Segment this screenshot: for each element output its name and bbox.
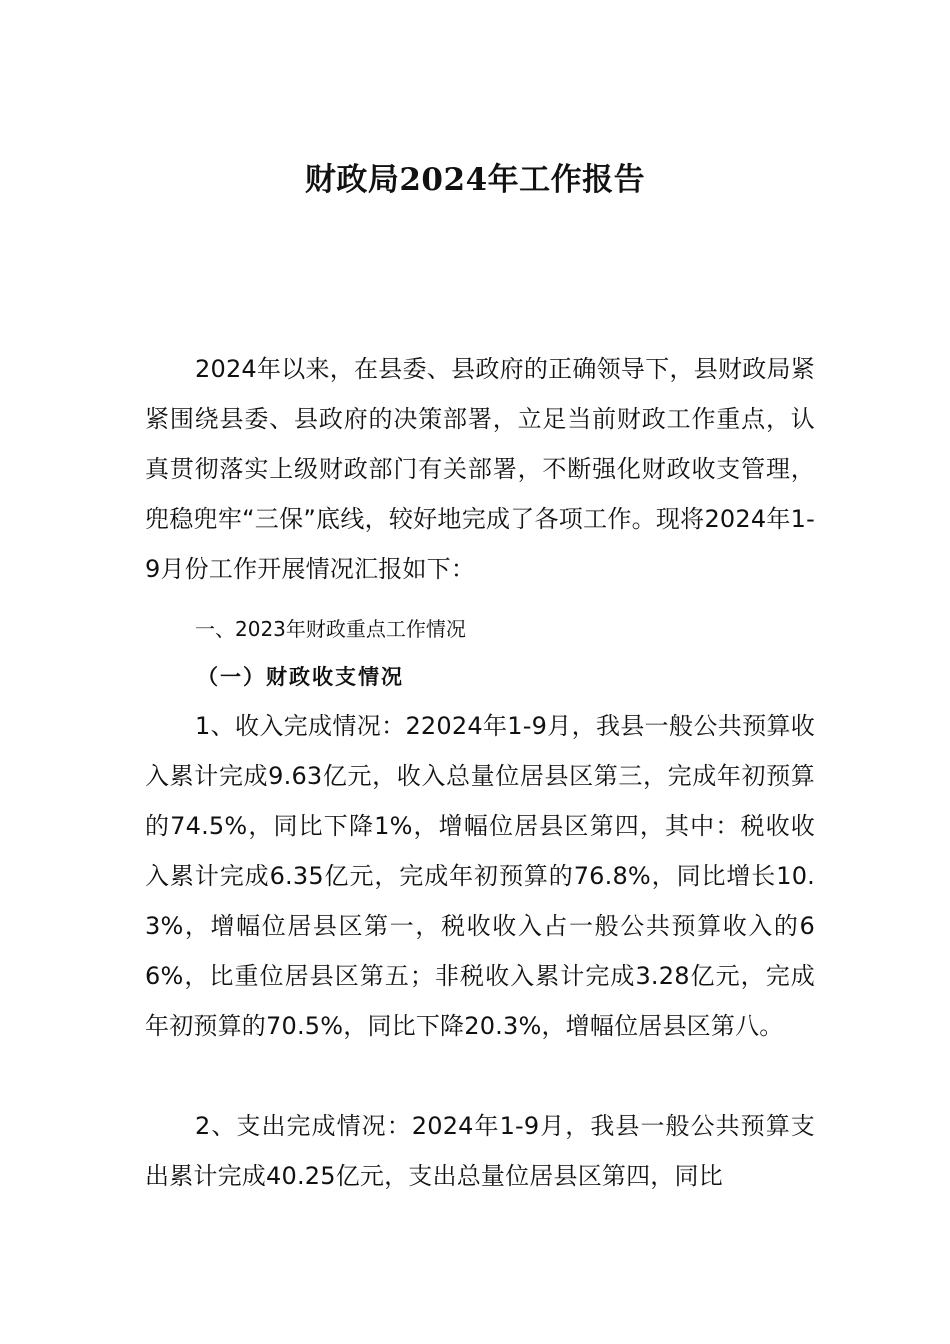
document-title: 财政局2024年工作报告 [304,162,646,198]
subsection-heading: （一）财政收支情况 [197,664,404,689]
expenditure-paragraph: 2、支出完成情况：2024年1-9月，我县一般公共预算支出累计完成40.25亿元，支出总量位居县区第四，同比 [145,1112,815,1190]
section-heading: 一、2023年财政重点工作情况 [195,617,466,641]
intro-block [145,344,815,594]
income-block [145,701,815,1051]
intro-paragraph: 2024年以来，在县委、县政府的正确领导下，县财政局紧紧围绕县委、县政府的决策部署，立足当前财政工作重点，认真贯彻落实上级财政部门有关部署，不断强化财政收支管理，兜稳兜牢“三保”底线，较好地完成了各项工作。现将2024年1-9月份工作开展情况汇报如下： [145,355,815,583]
expenditure-block [145,1101,815,1201]
income-paragraph: 1、收入完成情况：22024年1-9月，我县一般公共预算收入累计完成9.63亿元，收入总量位居县区第三，完成年初预算的74.5%，同比下降1%，增幅位居县区第四，其中：税收收入累计完成6.35亿元，完成年初预算的76.8%，同比增长10.3%，增幅位居县区第一，税收收入占一般公共预算收入的66%，比重位居县区第五；非税收入累计完成3.28亿元，完成年初预算的70.5%，同比下降20.3%，增幅位居县区第八。 [145,712,815,1040]
